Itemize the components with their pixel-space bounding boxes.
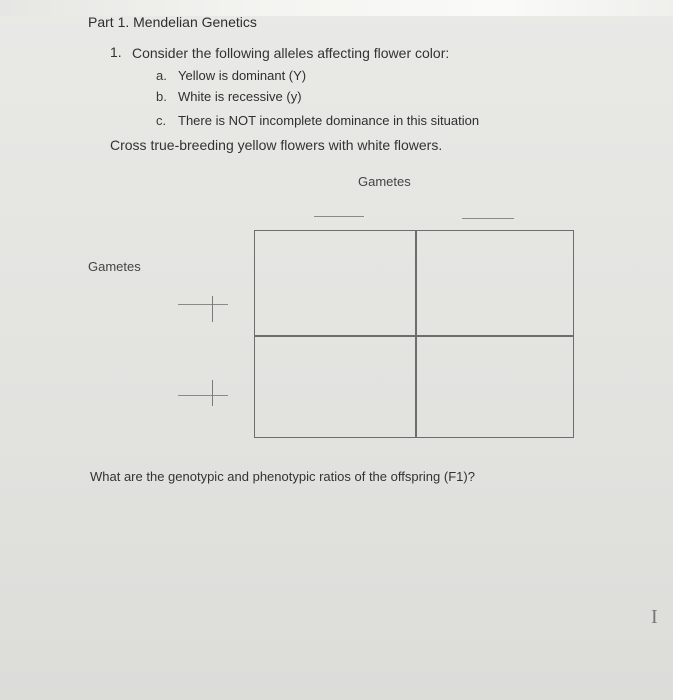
part-heading: Part 1. Mendelian Genetics: [88, 14, 257, 30]
option-b-letter: b.: [156, 89, 167, 104]
cross-instruction: Cross true-breeding yellow flowers with white flowers.: [110, 137, 443, 153]
pen-mark: [212, 296, 213, 322]
option-a-letter: a.: [156, 68, 167, 83]
option-b-text: White is recessive (y): [178, 89, 302, 104]
option-c-letter: c.: [156, 113, 167, 128]
top-gamete-blank-2[interactable]: [462, 218, 514, 219]
top-gamete-blank-1[interactable]: [314, 216, 364, 217]
punnett-square: [254, 230, 574, 438]
followup-question: What are the genotypic and phenotypic ratios of the offspring (F1)?: [90, 469, 475, 484]
left-gamete-blank-1[interactable]: [178, 304, 228, 305]
option-a-text: Yellow is dominant (Y): [178, 68, 307, 83]
option-c-text: There is NOT incomplete dominance in this situation: [178, 113, 480, 128]
pen-mark: [212, 380, 213, 406]
question-text: Consider the following alleles affecting flower color:: [132, 45, 450, 61]
left-gamete-blank-2[interactable]: [178, 395, 228, 396]
grid-divider-horizontal: [255, 335, 573, 337]
gametes-top-label: Gametes: [358, 174, 411, 189]
gametes-left-label: Gametes: [88, 259, 141, 274]
text-cursor-icon: I: [651, 606, 658, 628]
grid-divider-vertical: [415, 231, 417, 437]
question-number: 1.: [110, 44, 122, 60]
